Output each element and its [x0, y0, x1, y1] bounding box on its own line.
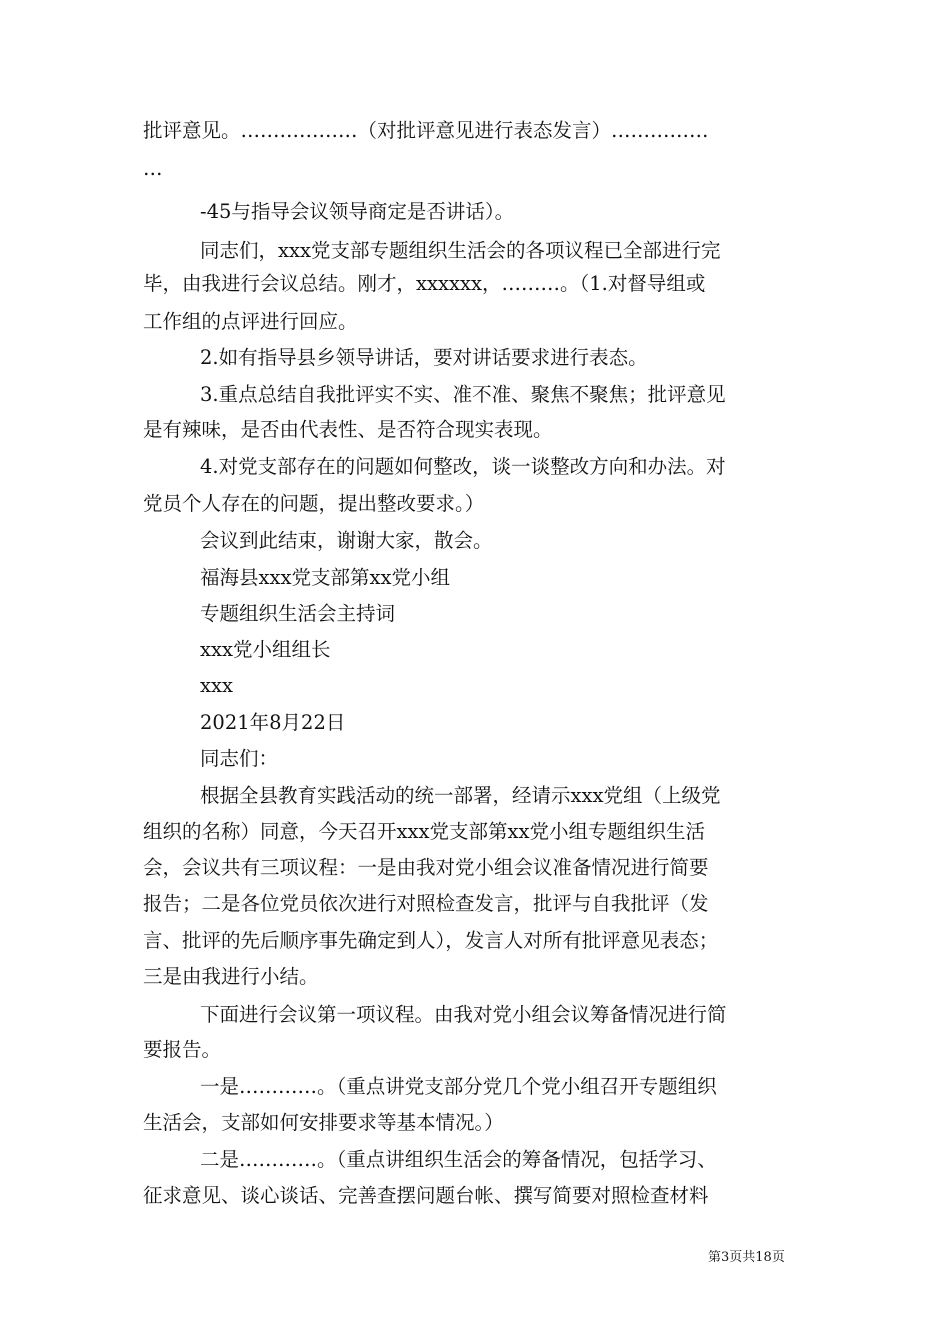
text-line: 一是…………。（重点讲党支部分党几个党小组召开专题组织: [200, 1075, 717, 1098]
text-line: 4.对党支部存在的问题如何整改，谈一谈整改方向和办法。对: [200, 455, 726, 478]
text-line: 会议到此结束，谢谢大家，散会。: [200, 529, 493, 552]
text-line: 专题组织生活会主持词: [200, 602, 396, 625]
text-line: 征求意见、谈心谈话、完善查摆问题台帐、撰写简要对照检查材料: [143, 1184, 709, 1207]
text-line: 福海县xxx党支部第xx党小组: [200, 566, 450, 589]
text-line: -45与指导会议领导商定是否讲话）。: [200, 200, 515, 223]
text-line: 组织的名称）同意，今天召开xxx党支部第xx党小组专题组织生活: [143, 820, 705, 843]
text-line: 批评意见。………………（对批评意见进行表态发言）……………: [143, 119, 709, 142]
text-line: xxx: [200, 674, 233, 697]
text-line: 三是由我进行小结。: [143, 965, 319, 988]
text-line: 言、批评的先后顺序事先确定到人），发言人对所有批评意见表态；: [143, 929, 719, 952]
text-line: 3.重点总结自我批评实不实、准不准、聚焦不聚焦；批评意见: [200, 383, 726, 406]
text-line: 是有辣味，是否由代表性、是否符合现实表现。: [143, 418, 553, 441]
text-line: 党员个人存在的问题，提出整改要求。）: [143, 492, 485, 515]
text-line: 同志们，xxx党支部专题组织生活会的各项议程已全部进行完: [200, 239, 721, 262]
text-line: 2.如有指导县乡领导讲话，要对讲话要求进行表态。: [200, 346, 648, 369]
text-line: 要报告。: [143, 1038, 222, 1061]
text-line: 工作组的点评进行回应。: [143, 310, 358, 333]
text-line: …: [143, 157, 163, 180]
text-line: 根据全县教育实践活动的统一部署，经请示xxx党组（上级党: [200, 784, 721, 807]
text-line: 报告；二是各位党员依次进行对照检查发言，批评与自我批评（发: [143, 892, 709, 915]
text-line: xxx党小组组长: [200, 638, 331, 661]
text-line: 下面进行会议第一项议程。由我对党小组会议筹备情况进行简: [200, 1003, 727, 1026]
page-number: 第3页共18页: [708, 1250, 785, 1265]
text-line: 2021年8月22日: [200, 711, 346, 734]
text-line: 二是…………。（重点讲组织生活会的筹备情况，包括学习、: [200, 1148, 717, 1171]
text-line: 同志们：: [200, 747, 279, 770]
text-line: 生活会，支部如何安排要求等基本情况。）: [143, 1111, 504, 1134]
text-line: 毕，由我进行会议总结。刚才，xxxxxx，………。（1.对督导组或: [143, 272, 706, 295]
text-line: 会，会议共有三项议程：一是由我对党小组会议准备情况进行简要: [143, 856, 709, 879]
